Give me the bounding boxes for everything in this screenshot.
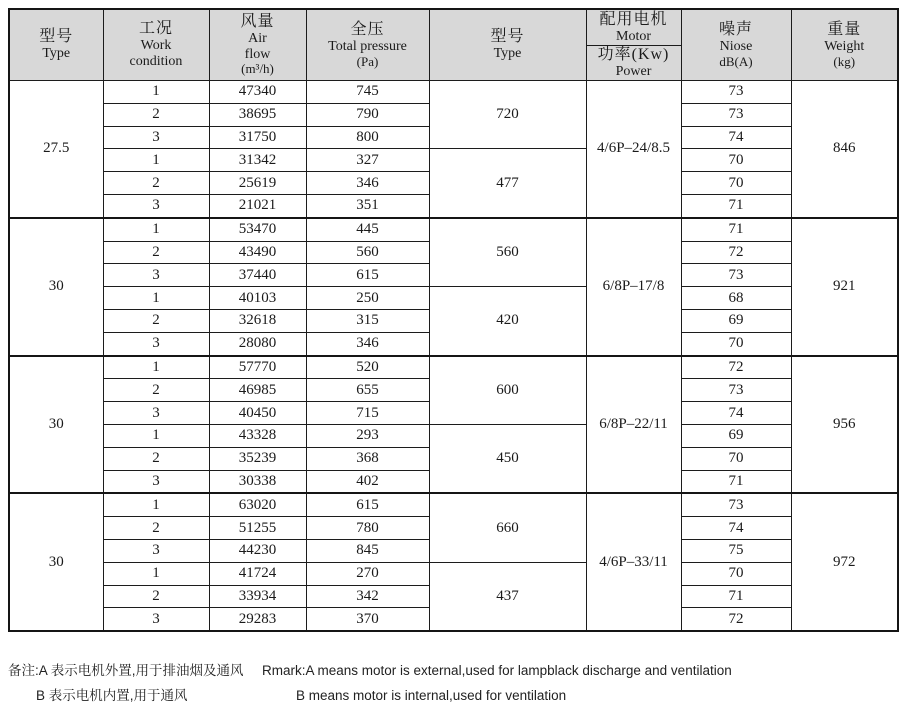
cell-noise: 73 xyxy=(681,103,791,126)
cell-noise: 71 xyxy=(681,218,791,241)
cell-airflow: 30338 xyxy=(209,470,306,493)
cell-airflow: 40450 xyxy=(209,402,306,425)
cell-airflow: 29283 xyxy=(209,608,306,631)
cell-noise: 70 xyxy=(681,447,791,470)
table-row xyxy=(9,562,898,585)
cell-noise: 72 xyxy=(681,241,791,264)
table-row xyxy=(9,149,898,172)
cell-noise: 73 xyxy=(681,81,791,104)
cell-airflow: 51255 xyxy=(209,517,306,540)
col-header-work-condition: 工况 Work condition xyxy=(103,9,209,81)
cell-airflow: 47340 xyxy=(209,81,306,104)
col-header-model: 型号 Type xyxy=(9,9,103,81)
col-header-noise: 噪声 Niose dB(A) xyxy=(681,9,791,81)
footnote-zh-line1: 备注:A 表示电机外置,用于排油烟及通风 xyxy=(8,663,244,679)
cell-condition: 2 xyxy=(103,585,209,608)
cell-condition: 2 xyxy=(103,447,209,470)
cell-weight: 846 xyxy=(791,81,898,218)
cell-condition: 1 xyxy=(103,356,209,379)
cell-condition: 1 xyxy=(103,149,209,172)
cell-pressure: 402 xyxy=(306,470,429,493)
cell-airflow: 21021 xyxy=(209,194,306,217)
cell-noise: 71 xyxy=(681,470,791,493)
cell-airflow: 43490 xyxy=(209,241,306,264)
table-row xyxy=(9,81,898,104)
cell-pressure: 327 xyxy=(306,149,429,172)
cell-model: 30 xyxy=(9,493,103,631)
cell-noise: 70 xyxy=(681,172,791,195)
motor-header-bottom: 功率(Kw) Power xyxy=(597,46,670,79)
cell-motor-power: 4/6P–33/11 xyxy=(586,493,681,631)
cell-airflow: 57770 xyxy=(209,356,306,379)
cell-pressure: 346 xyxy=(306,332,429,355)
cell-model: 30 xyxy=(9,218,103,356)
cell-pressure: 346 xyxy=(306,172,429,195)
cell-airflow: 63020 xyxy=(209,493,306,516)
cell-pressure: 560 xyxy=(306,241,429,264)
cell-fan-type: 720 xyxy=(429,81,586,149)
col-header-fan-type: 型号 Type xyxy=(429,9,586,81)
cell-airflow: 41724 xyxy=(209,562,306,585)
cell-condition: 3 xyxy=(103,539,209,562)
cell-pressure: 715 xyxy=(306,402,429,425)
cell-condition: 3 xyxy=(103,470,209,493)
cell-pressure: 342 xyxy=(306,585,429,608)
cell-pressure: 615 xyxy=(306,493,429,516)
footnote-en-line2: B means motor is internal,used for ventilation xyxy=(296,688,567,704)
cell-pressure: 615 xyxy=(306,264,429,287)
cell-airflow: 44230 xyxy=(209,539,306,562)
col-header-motor-power xyxy=(586,9,681,81)
cell-noise: 70 xyxy=(681,149,791,172)
cell-airflow: 31750 xyxy=(209,126,306,149)
cell-noise: 71 xyxy=(681,585,791,608)
cell-condition: 3 xyxy=(103,608,209,631)
cell-airflow: 53470 xyxy=(209,218,306,241)
cell-airflow: 38695 xyxy=(209,103,306,126)
col-header-air-flow: 风量 Air flow (m³/h) xyxy=(209,9,306,81)
cell-noise: 73 xyxy=(681,264,791,287)
cell-weight: 921 xyxy=(791,218,898,356)
cell-noise: 72 xyxy=(681,356,791,379)
cell-airflow: 37440 xyxy=(209,264,306,287)
cell-pressure: 845 xyxy=(306,539,429,562)
cell-fan-type: 600 xyxy=(429,356,586,425)
cell-condition: 3 xyxy=(103,126,209,149)
fan-spec-table xyxy=(8,8,899,632)
cell-pressure: 315 xyxy=(306,309,429,332)
cell-model: 27.5 xyxy=(9,81,103,218)
footnote-zh-line2: B 表示电机内置,用于通风 xyxy=(36,688,188,704)
footnote-english xyxy=(262,658,898,708)
cell-noise: 68 xyxy=(681,287,791,310)
cell-condition: 3 xyxy=(103,402,209,425)
cell-condition: 1 xyxy=(103,287,209,310)
table-row xyxy=(9,493,898,516)
cell-motor-power: 6/8P–17/8 xyxy=(586,218,681,356)
cell-noise: 72 xyxy=(681,608,791,631)
cell-condition: 3 xyxy=(103,194,209,217)
cell-airflow: 33934 xyxy=(209,585,306,608)
cell-airflow: 25619 xyxy=(209,172,306,195)
cell-fan-type: 477 xyxy=(429,149,586,218)
cell-fan-type: 420 xyxy=(429,287,586,356)
cell-airflow: 46985 xyxy=(209,379,306,402)
col-header-weight: 重量 Weight (kg) xyxy=(791,9,898,81)
cell-pressure: 520 xyxy=(306,356,429,379)
cell-condition: 1 xyxy=(103,424,209,447)
cell-fan-type: 660 xyxy=(429,493,586,562)
cell-condition: 1 xyxy=(103,493,209,516)
table-row xyxy=(9,356,898,379)
cell-condition: 2 xyxy=(103,103,209,126)
cell-condition: 2 xyxy=(103,172,209,195)
cell-noise: 71 xyxy=(681,194,791,217)
cell-noise: 69 xyxy=(681,424,791,447)
cell-pressure: 370 xyxy=(306,608,429,631)
cell-condition: 3 xyxy=(103,332,209,355)
cell-noise: 70 xyxy=(681,332,791,355)
cell-noise: 70 xyxy=(681,562,791,585)
cell-noise: 69 xyxy=(681,309,791,332)
motor-header-top: 配用电机 Motor xyxy=(587,11,681,46)
cell-fan-type: 437 xyxy=(429,562,586,631)
cell-condition: 1 xyxy=(103,81,209,104)
cell-noise: 74 xyxy=(681,402,791,425)
cell-pressure: 745 xyxy=(306,81,429,104)
cell-airflow: 32618 xyxy=(209,309,306,332)
cell-weight: 956 xyxy=(791,356,898,494)
cell-fan-type: 560 xyxy=(429,218,586,287)
cell-condition: 3 xyxy=(103,264,209,287)
cell-motor-power: 4/6P–24/8.5 xyxy=(586,81,681,218)
cell-pressure: 250 xyxy=(306,287,429,310)
cell-pressure: 790 xyxy=(306,103,429,126)
table-row xyxy=(9,287,898,310)
footnote-chinese xyxy=(8,658,262,708)
cell-noise: 75 xyxy=(681,539,791,562)
cell-airflow: 35239 xyxy=(209,447,306,470)
cell-condition: 2 xyxy=(103,241,209,264)
cell-condition: 1 xyxy=(103,218,209,241)
cell-pressure: 368 xyxy=(306,447,429,470)
cell-model: 30 xyxy=(9,356,103,494)
cell-pressure: 445 xyxy=(306,218,429,241)
cell-airflow: 40103 xyxy=(209,287,306,310)
cell-airflow: 43328 xyxy=(209,424,306,447)
cell-noise: 73 xyxy=(681,379,791,402)
cell-pressure: 351 xyxy=(306,194,429,217)
cell-motor-power: 6/8P–22/11 xyxy=(586,356,681,494)
cell-condition: 2 xyxy=(103,517,209,540)
cell-pressure: 780 xyxy=(306,517,429,540)
cell-weight: 972 xyxy=(791,493,898,631)
cell-pressure: 655 xyxy=(306,379,429,402)
cell-noise: 74 xyxy=(681,126,791,149)
footnote-en-line1: Rmark:A means motor is external,used for lampblack discharge and ventilation xyxy=(262,663,732,679)
cell-noise: 74 xyxy=(681,517,791,540)
cell-condition: 2 xyxy=(103,379,209,402)
header-row xyxy=(9,9,898,81)
cell-airflow: 31342 xyxy=(209,149,306,172)
cell-condition: 1 xyxy=(103,562,209,585)
cell-pressure: 293 xyxy=(306,424,429,447)
cell-pressure: 270 xyxy=(306,562,429,585)
cell-noise: 73 xyxy=(681,493,791,516)
cell-condition: 2 xyxy=(103,309,209,332)
col-header-total-pressure: 全压 Total pressure (Pa) xyxy=(306,9,429,81)
cell-pressure: 800 xyxy=(306,126,429,149)
cell-fan-type: 450 xyxy=(429,424,586,493)
table-row xyxy=(9,218,898,241)
table-row xyxy=(9,424,898,447)
cell-airflow: 28080 xyxy=(209,332,306,355)
footnotes xyxy=(8,658,898,708)
